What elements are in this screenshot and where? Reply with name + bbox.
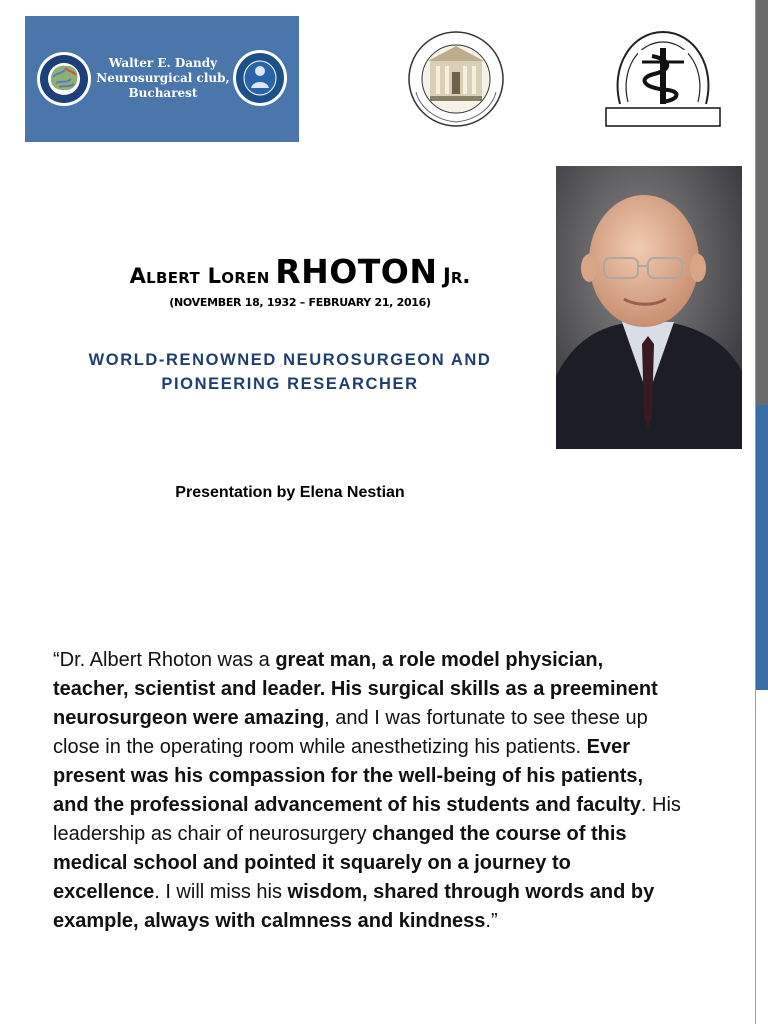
subtitle-line-2: PIONEERING RESEARCHER: [161, 375, 419, 393]
quote-emphasis: Ever present was his compassion for the well-being of his patients, and the professional advancement of his students and faculty: [53, 736, 644, 816]
edge-strip-dark: [756, 0, 768, 405]
edge-strip-blue: [756, 405, 768, 690]
brain-logo-icon: [35, 50, 93, 108]
first-names: Albert Loren: [129, 264, 270, 288]
quote-segment: .”: [485, 910, 498, 932]
club-name: Walter E. Dandy Neurosurgical club, Bucharest: [96, 56, 230, 100]
name-suffix: Jr.: [443, 264, 471, 288]
quote-emphasis: great man, a role model physician, teacher, scientist and leader. His surgical skills as a preeminent neurosurgeon were amazing: [53, 649, 658, 729]
slide-edge-strip: [755, 0, 768, 1024]
quote-emphasis: changed the course of this medical school and pointed it squarely on a journey to excellence: [53, 823, 627, 903]
quote-segment: , and I was fortunate to see these up close in the operating room while anesthetizing his patients.: [53, 707, 648, 758]
portrait-photo: [556, 166, 742, 449]
quote-emphasis: wisdom, shared through words and by example, always with calmness and kindness: [53, 881, 655, 932]
university-seal-icon: [406, 30, 506, 128]
presenter-credit: Presentation by Elena Nestian: [175, 484, 405, 501]
speaker-name-title: [40, 252, 560, 298]
club-banner: [25, 16, 299, 142]
quote-segment: . I will miss his: [154, 881, 288, 903]
walter-dandy-medallion-icon: [231, 48, 289, 108]
subtitle-line-1: WORLD-RENOWNED NEUROSURGEON AND: [88, 351, 492, 369]
tribute-quote: [53, 646, 683, 936]
quote-segment: “Dr. Albert Rhoton was a: [53, 649, 276, 671]
life-dates: (NOVEMBER 18, 1932 – FEBRUARY 21, 2016): [169, 296, 431, 309]
subtitle: [30, 348, 550, 396]
last-name: RHOTON: [275, 252, 438, 291]
quote-segment: . His leadership as chair of neurosurgery: [53, 794, 681, 845]
hospital-logo-icon: [602, 26, 724, 130]
